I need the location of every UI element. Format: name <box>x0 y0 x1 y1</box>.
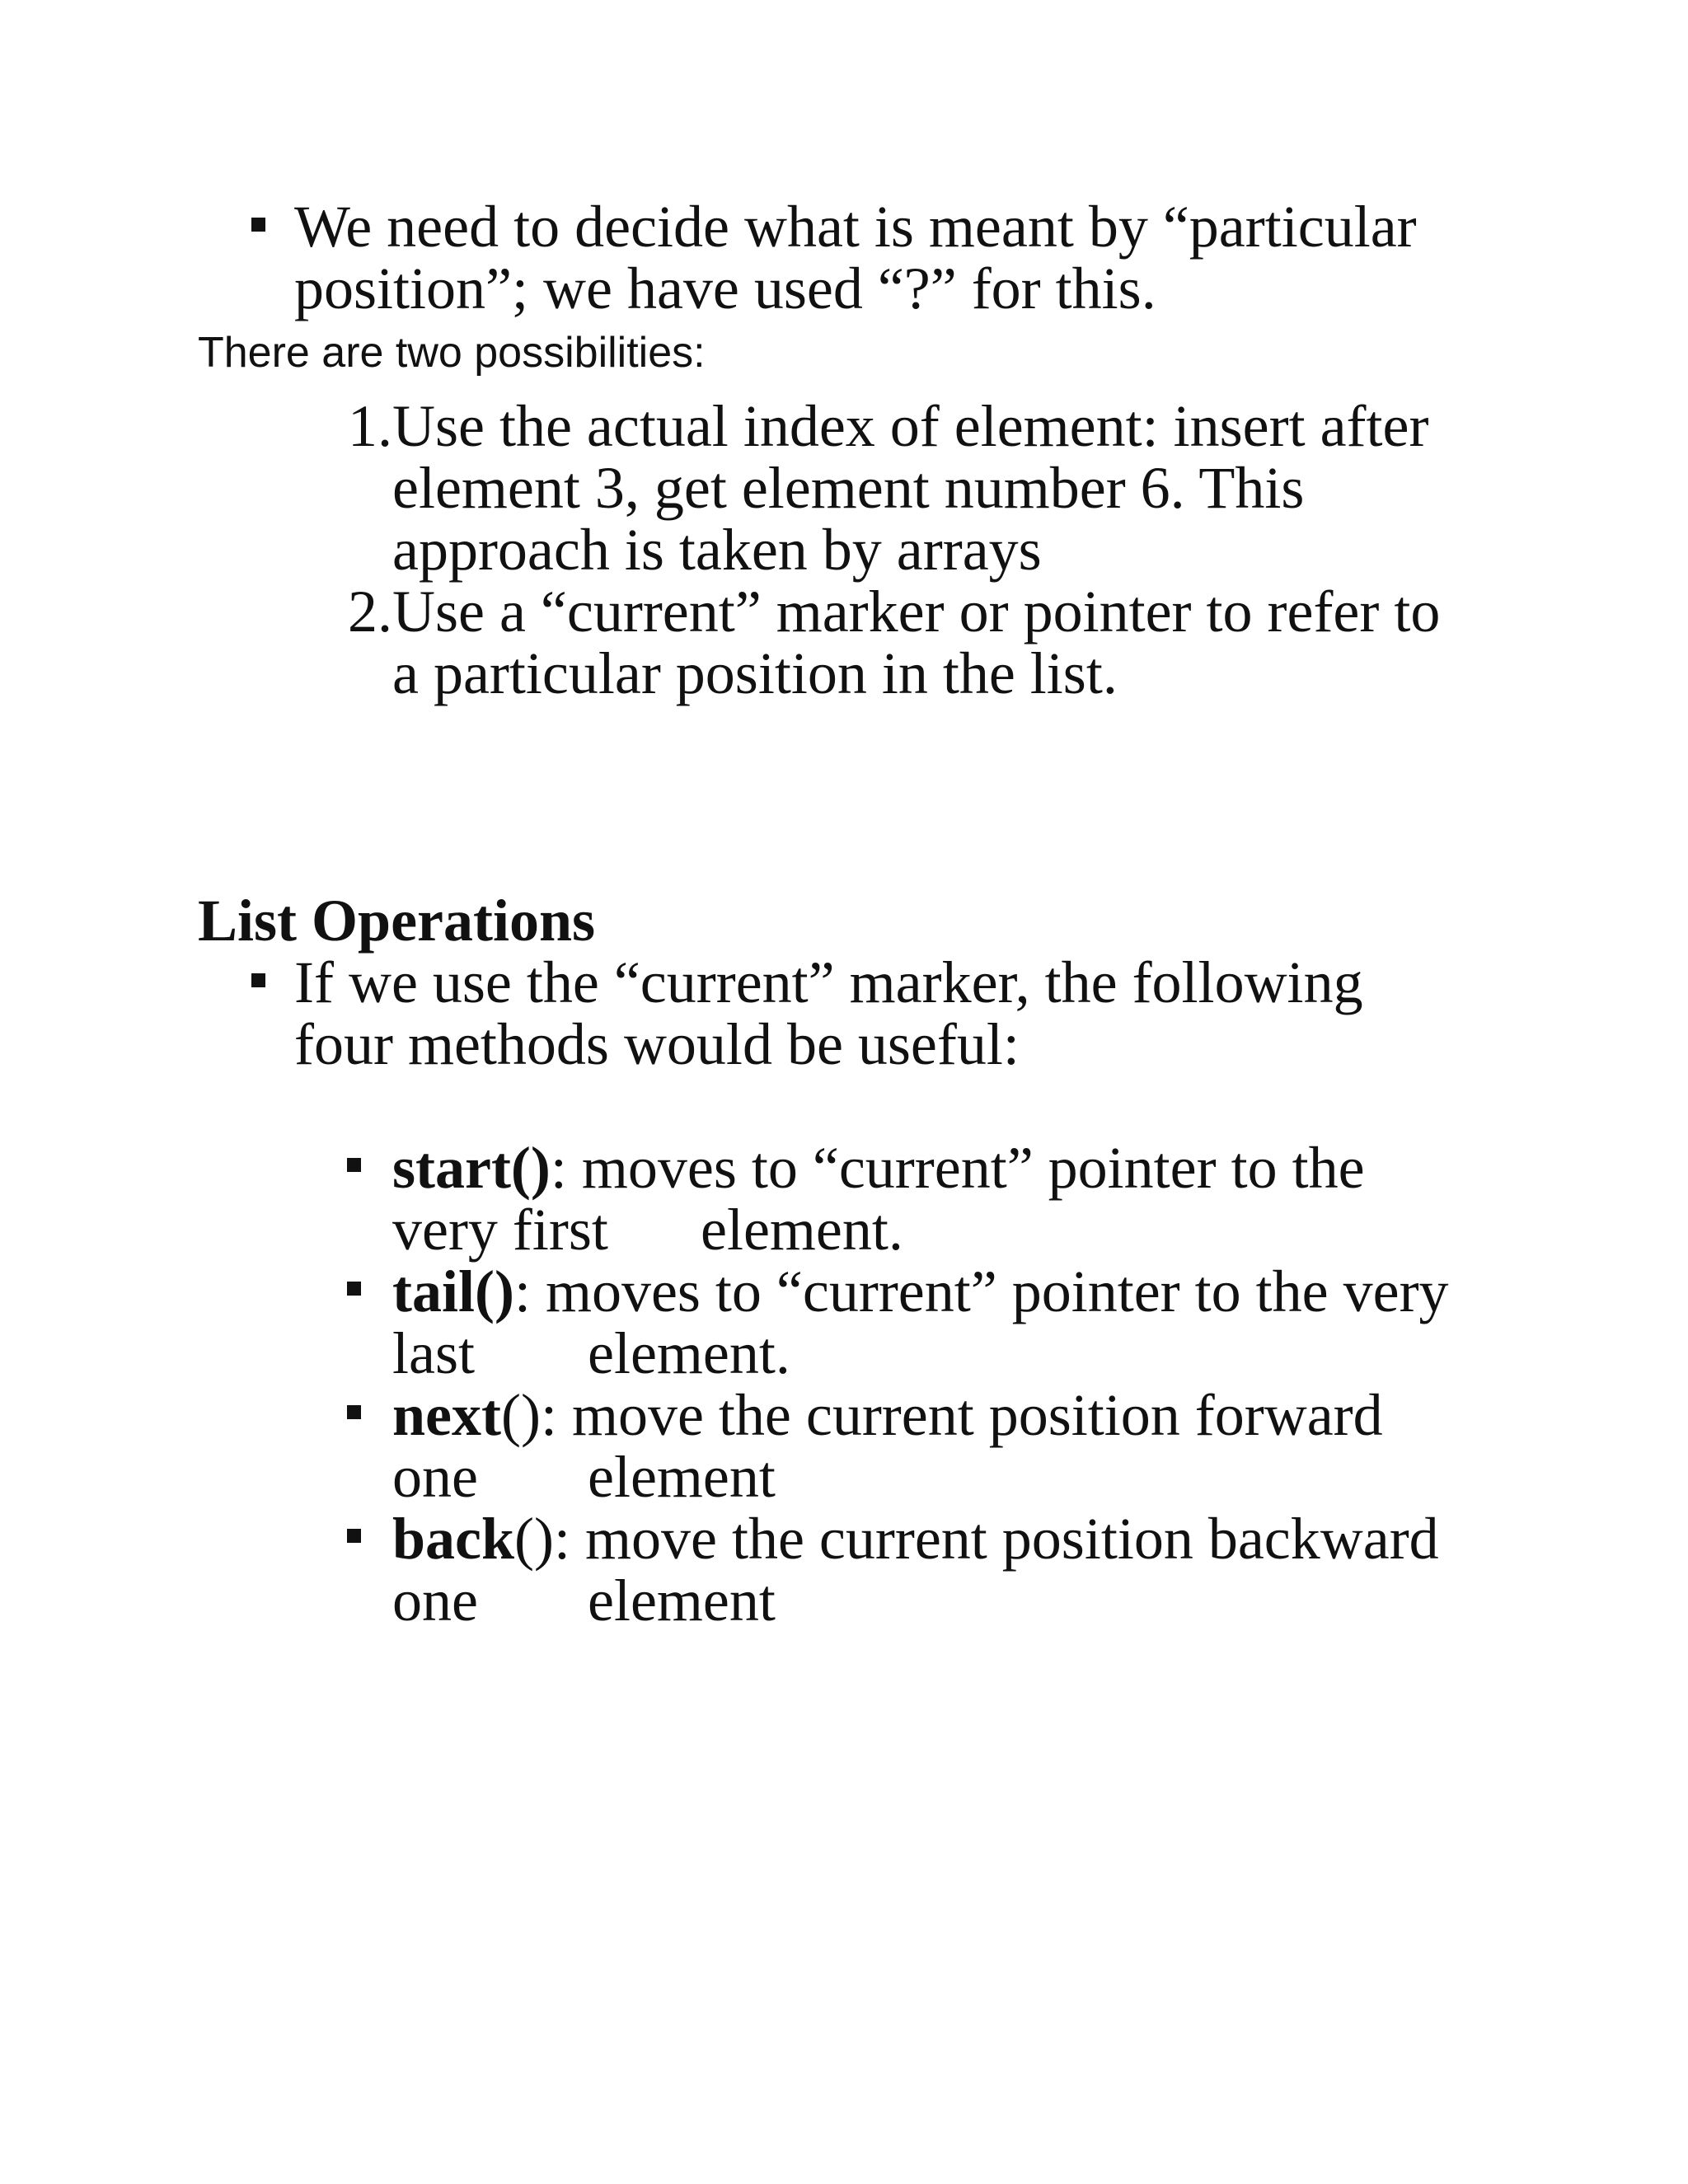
method-start-line-2a: very first <box>392 1197 608 1263</box>
method-start-description: : moves to “current” pointer to the <box>550 1135 1365 1201</box>
method-back-line-2a: one <box>392 1568 478 1633</box>
square-bullet-icon <box>251 218 265 232</box>
method-back-line-1 <box>392 1508 1439 1570</box>
section-bullet-line-2: four methods would be useful: <box>294 1011 1020 1077</box>
list-item-2-number: 2. <box>348 579 392 644</box>
method-back-name: back <box>392 1506 515 1572</box>
square-bullet-icon <box>347 1529 361 1543</box>
square-bullet-icon <box>347 1405 361 1419</box>
method-back-description: (): move the current position backward <box>514 1506 1439 1572</box>
list-item-2-line-1: Use a “current” marker or pointer to refer to <box>392 579 1441 644</box>
method-tail-line-2a: last <box>392 1320 475 1386</box>
possibilities-intro: There are two possibilities: <box>198 329 706 377</box>
method-tail-name: tail() <box>392 1258 514 1324</box>
method-start-line-2b: element. <box>701 1197 903 1263</box>
list-item-1-number: 1. <box>348 393 392 459</box>
method-tail-line-2b: element. <box>588 1320 790 1386</box>
list-item-1-line-3: approach is taken by arrays <box>392 517 1042 583</box>
intro-bullet-line-2: position”; we have used “?” for this. <box>294 255 1156 321</box>
section-bullet-line-1: If we use the “current” marker, the following <box>294 949 1363 1015</box>
method-next-description: (): move the current position forward <box>500 1382 1383 1448</box>
method-start-name: start() <box>392 1135 551 1201</box>
method-back-line-2b: element <box>588 1568 776 1633</box>
section-heading: List Operations <box>198 888 596 954</box>
square-bullet-icon <box>347 1282 361 1296</box>
square-bullet-icon <box>347 1158 361 1172</box>
method-next-line-1 <box>392 1382 1383 1448</box>
method-next-name: next <box>392 1382 501 1448</box>
list-item-2-line-2: a particular position in the list. <box>392 640 1118 706</box>
method-next-line-2b: element <box>588 1444 776 1510</box>
method-start-line-1 <box>392 1137 1365 1199</box>
square-bullet-icon <box>251 973 265 987</box>
list-item-1-line-2: element 3, get element number 6. This <box>392 455 1305 521</box>
method-next-line-2a: one <box>392 1444 478 1510</box>
intro-bullet-line-1: We need to decide what is meant by “particular <box>294 194 1417 260</box>
method-tail-line-1 <box>392 1258 1449 1324</box>
method-tail-description: : moves to “current” pointer to the very <box>513 1258 1449 1324</box>
list-item-1-line-1: Use the actual index of element: insert after <box>392 393 1429 459</box>
